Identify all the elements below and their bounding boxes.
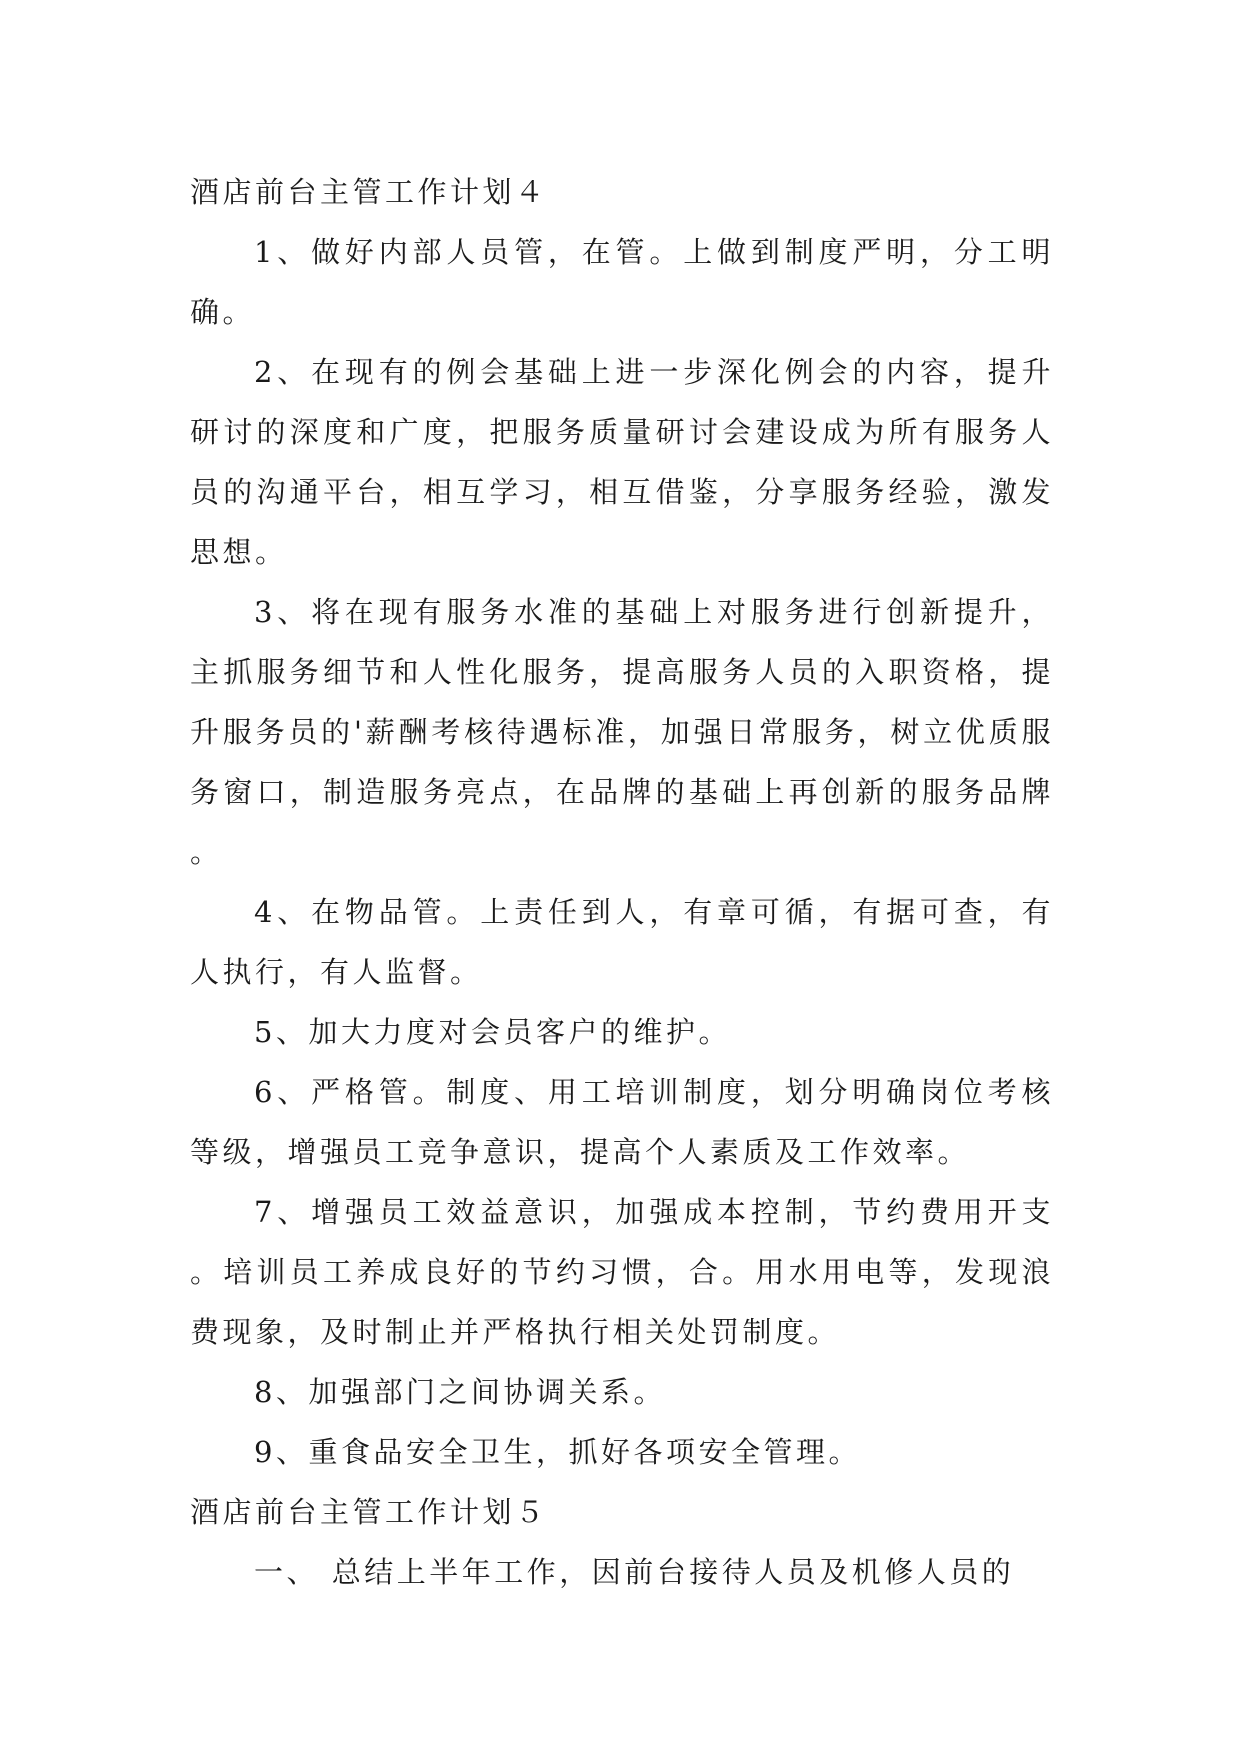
plan-item-1: 1、做好内部人员管，在管。上做到制度严明，分工明确。	[190, 235, 1054, 329]
plan-item-6: 6、严格管。制度、用工培训制度，划分明确岗位考核等级，增强员工竞争意识，提高个人素质及工作效率。	[190, 1075, 1054, 1169]
plan-item-4: 4、在物品管。上责任到人，有章可循，有据可查，有人执行，有人监督。	[190, 895, 1054, 989]
plan-item-3: 3、将在现有服务水准的基础上对服务进行创新提升，主抓服务细节和人性化服务，提高服务人员的入职资格，提升服务员的'薪酬考核待遇标准，加强日常服务，树立优质服务窗口，制造服务亮点，在品牌的基础上再创新的服务品牌。	[190, 595, 1054, 869]
plan-item-8: 8、加强部门之间协调关系。	[254, 1375, 666, 1409]
plan-item-9: 9、重食品安全卫生，抓好各项安全管理。	[254, 1435, 861, 1469]
plan-item-2: 2、在现有的例会基础上进一步深化例会的内容，提升研讨的深度和广度，把服务质量研讨会建设成为所有服务人员的沟通平台，相互学习，相互借鉴，分享服务经验，激发思想。	[190, 355, 1054, 569]
section-heading-5: 酒店前台主管工作计划５	[190, 1495, 548, 1529]
plan-item-5: 5、加大力度对会员客户的维护。	[254, 1015, 731, 1049]
plan5-item-1: 一、 总结上半年工作，因前台接待人员及机修人员的	[254, 1555, 1015, 1589]
section-heading-4: 酒店前台主管工作计划４	[190, 175, 548, 209]
plan-item-7: 7、增强员工效益意识，加强成本控制，节约费用开支。培训员工养成良好的节约习惯，合。用水用电等，发现浪费现象，及时制止并严格执行相关处罚制度。	[190, 1195, 1054, 1349]
document-body	[190, 162, 1054, 1602]
